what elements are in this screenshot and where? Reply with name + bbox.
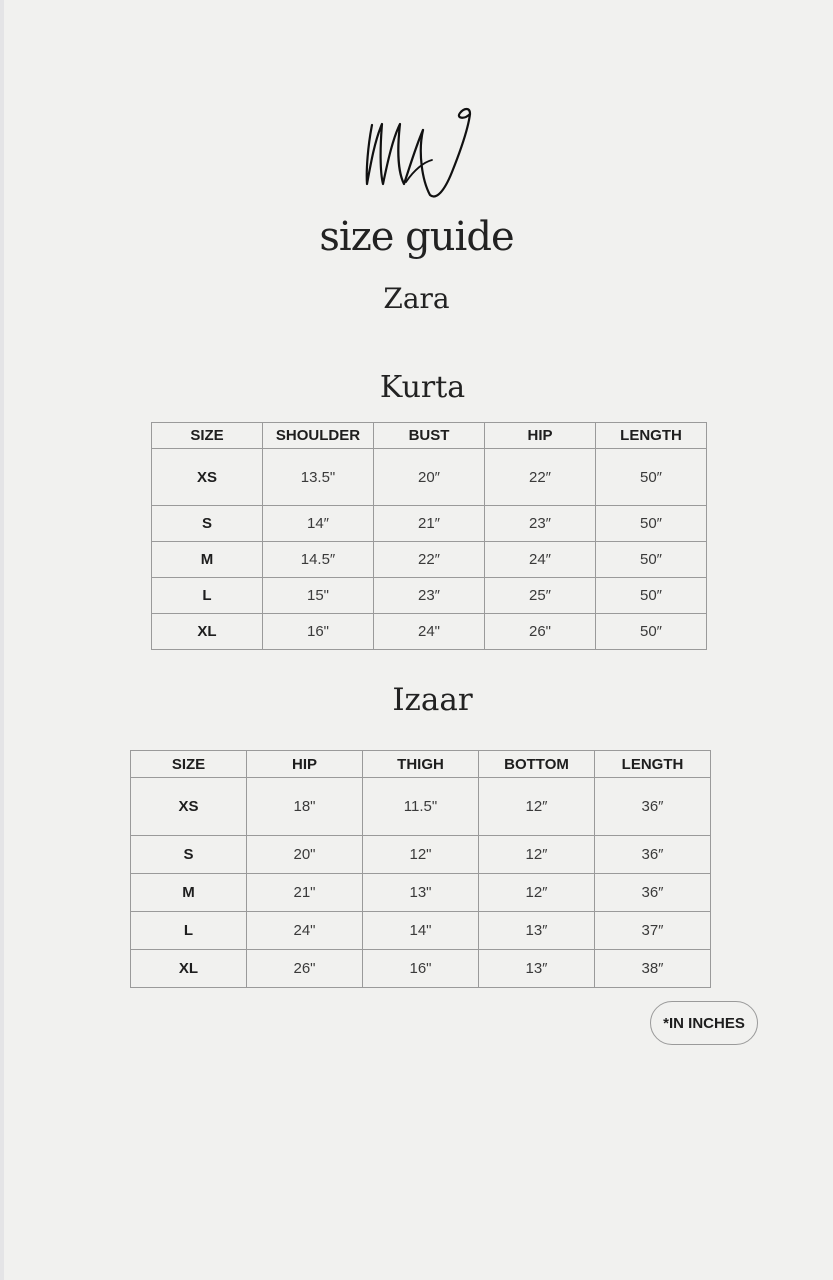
column-header: BUST [374,423,485,449]
left-edge-strip [0,0,4,1280]
measurement-cell: 12″ [479,778,595,836]
column-header: THIGH [363,751,479,778]
measurement-cell: 20" [247,836,363,874]
measurement-cell: 50″ [596,542,707,578]
measurement-cell: 13" [363,874,479,912]
measurement-cell: 37″ [595,912,711,950]
measurement-cell: 50″ [596,449,707,506]
measurement-cell: 36″ [595,874,711,912]
table-row [152,506,707,542]
measurement-cell: 13.5" [263,449,374,506]
table-row [131,836,711,874]
table-row [152,578,707,614]
measurement-cell: 16" [263,614,374,650]
measurement-cell: 11.5" [363,778,479,836]
table-row [152,542,707,578]
mw-signature-logo [360,100,480,205]
size-cell: S [152,506,263,542]
measurement-cell: 16" [363,950,479,988]
size-cell: M [131,874,247,912]
table-row [152,614,707,650]
column-header: HIP [485,423,596,449]
measurement-cell: 22″ [485,449,596,506]
size-cell: S [131,836,247,874]
table-row [131,778,711,836]
size-cell: L [131,912,247,950]
size-cell: XL [152,614,263,650]
table-header-row [131,751,711,778]
size-cell: XS [152,449,263,506]
size-cell: M [152,542,263,578]
brand-name: Zara [383,282,450,315]
measurement-cell: 22″ [374,542,485,578]
measurement-cell: 50″ [596,578,707,614]
table-row [131,912,711,950]
measurement-cell: 21″ [374,506,485,542]
page-title: size guide [319,214,514,260]
measurement-cell: 36″ [595,836,711,874]
measurement-cell: 14" [363,912,479,950]
measurement-cell: 23″ [374,578,485,614]
measurement-cell: 24" [247,912,363,950]
column-header: SHOULDER [263,423,374,449]
measurement-cell: 20″ [374,449,485,506]
column-header: BOTTOM [479,751,595,778]
column-header: LENGTH [595,751,711,778]
column-header: SIZE [152,423,263,449]
measurement-cell: 21" [247,874,363,912]
kurta-size-table [151,422,707,650]
measurement-cell: 50″ [596,506,707,542]
measurement-cell: 26" [485,614,596,650]
izaar-section-title: Izaar [392,682,473,718]
table-row [131,874,711,912]
measurement-cell: 15" [263,578,374,614]
measurement-cell: 14.5″ [263,542,374,578]
measurement-cell: 38″ [595,950,711,988]
measurement-cell: 18" [247,778,363,836]
measurement-cell: 36″ [595,778,711,836]
measurement-cell: 23″ [485,506,596,542]
table-row [152,449,707,506]
measurement-cell: 24″ [485,542,596,578]
measurement-cell: 12″ [479,836,595,874]
kurta-section-title: Kurta [379,370,466,405]
measurement-cell: 50″ [596,614,707,650]
measurement-cell: 13″ [479,950,595,988]
measurement-cell: 12" [363,836,479,874]
measurement-cell: 24" [374,614,485,650]
size-cell: XS [131,778,247,836]
column-header: HIP [247,751,363,778]
units-note-badge: *IN INCHES [650,1001,758,1045]
column-header: SIZE [131,751,247,778]
measurement-cell: 13″ [479,912,595,950]
measurement-cell: 25″ [485,578,596,614]
size-cell: L [152,578,263,614]
column-header: LENGTH [596,423,707,449]
table-row [131,950,711,988]
measurement-cell: 14″ [263,506,374,542]
izaar-size-table [130,750,711,988]
table-header-row [152,423,707,449]
measurement-cell: 12″ [479,874,595,912]
measurement-cell: 26" [247,950,363,988]
size-cell: XL [131,950,247,988]
